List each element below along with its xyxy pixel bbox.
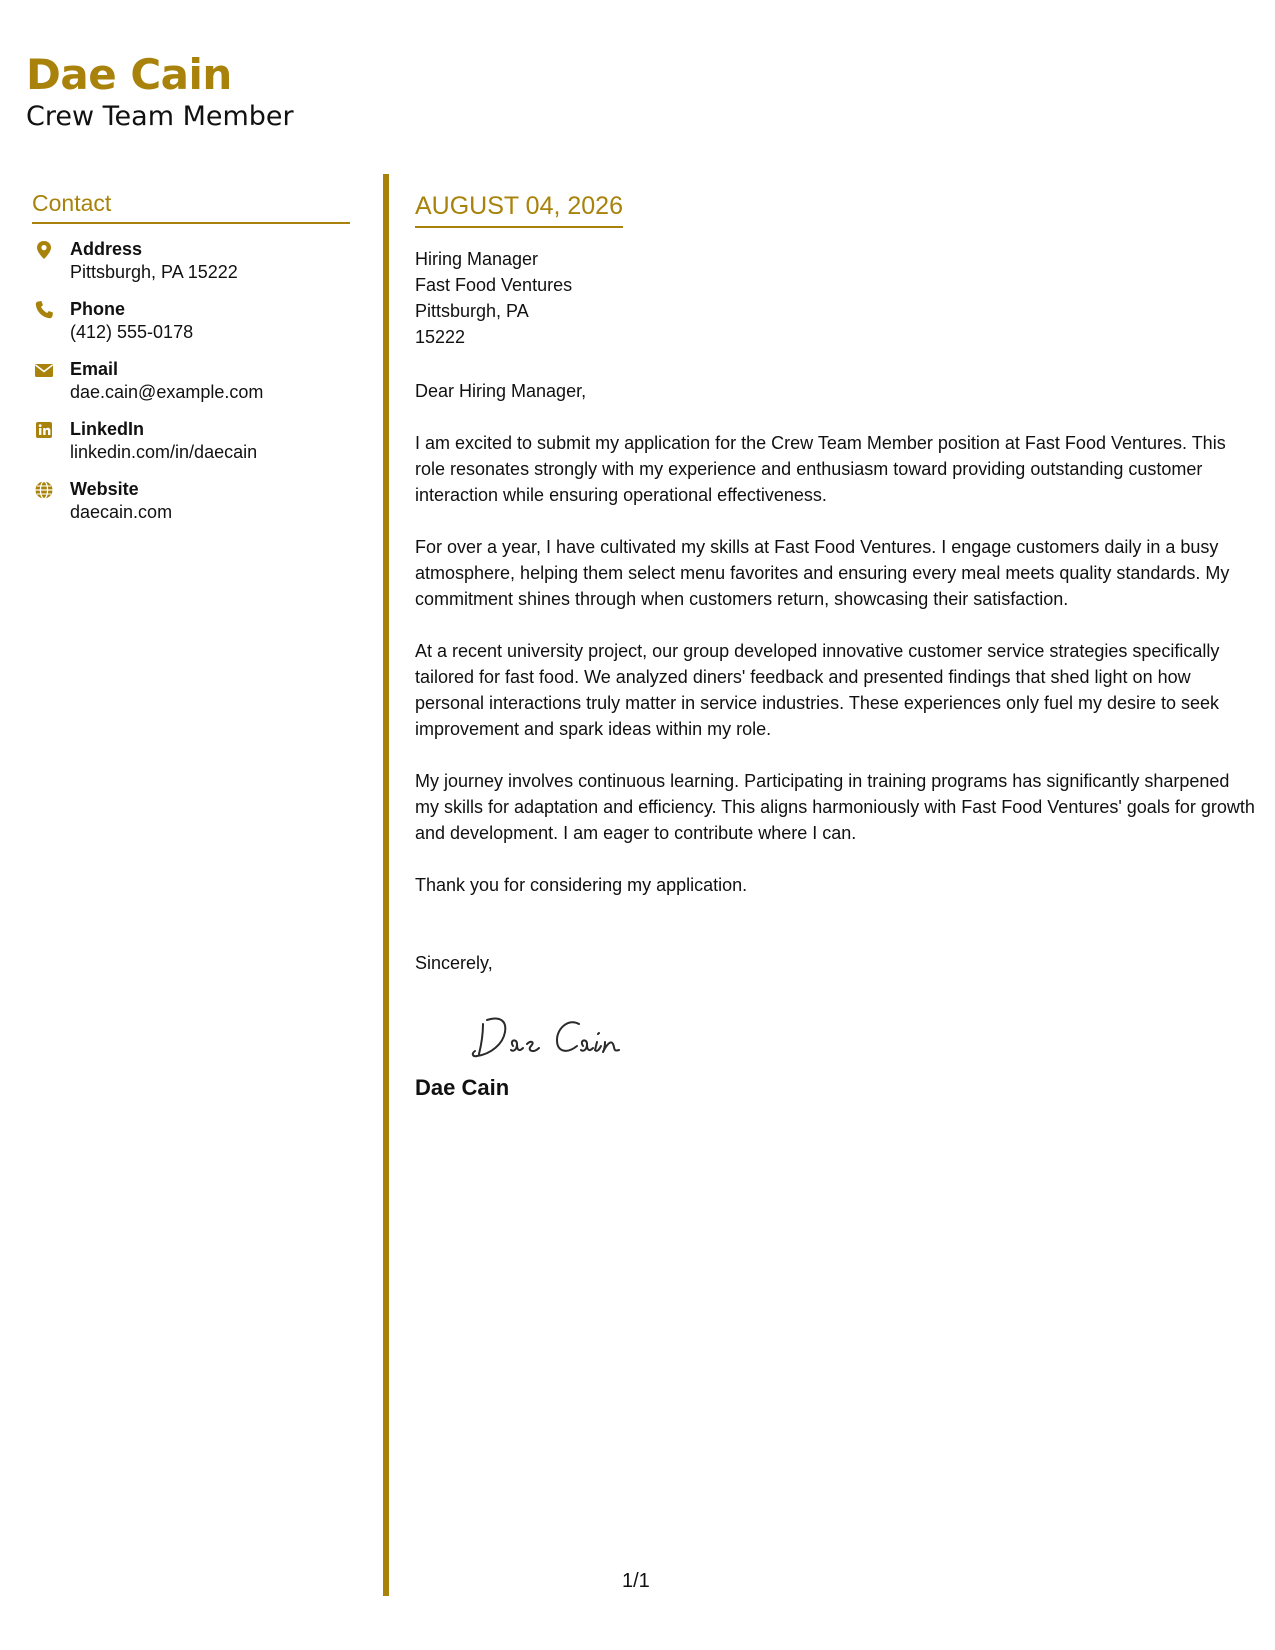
address-value: Pittsburgh, PA 15222	[70, 262, 238, 282]
contact-label: LinkedIn	[70, 419, 145, 439]
website-value: daecain.com	[70, 502, 173, 522]
contact-label: Address	[70, 239, 143, 259]
contact-section-title: Contact	[32, 188, 350, 224]
paragraph-text: I am excited to submit my application for the Crew Team Member position at Fast Food Ventures. This role resonates strongly with my experience and enthusiasm toward providing outstanding customer interaction while ensuring operational effectiveness.	[415, 433, 1226, 505]
paragraph-text: Thank you for considering my application.	[415, 875, 748, 895]
applicant-role: Crew Team Member	[26, 101, 294, 132]
contact-item-email	[32, 358, 350, 404]
linkedin-value: linkedin.com/in/daecain	[70, 442, 258, 462]
page-number: 1/1	[622, 1570, 650, 1592]
paragraph	[415, 430, 1255, 508]
handwritten-signature	[469, 1002, 1255, 1072]
paragraph	[415, 872, 1255, 898]
applicant-name: Dae Cain	[26, 50, 232, 99]
vertical-divider	[383, 174, 389, 1596]
salutation: Dear Hiring Manager,	[415, 381, 587, 401]
globe-icon	[34, 480, 54, 500]
contact-item-address	[32, 238, 350, 284]
paragraph	[415, 534, 1255, 612]
signer-name: Dae Cain	[415, 1075, 510, 1100]
contact-label: Email	[70, 359, 119, 379]
recipient-line: Hiring Manager	[415, 249, 539, 269]
contact-item-website	[32, 478, 350, 524]
closing: Sincerely,	[415, 953, 493, 973]
contact-item-linkedin	[32, 418, 350, 464]
linkedin-icon	[34, 420, 54, 440]
resume-header	[26, 50, 294, 134]
email-value: dae.cain@example.com	[70, 382, 264, 402]
map-pin-icon	[34, 240, 54, 260]
contact-label: Website	[70, 479, 139, 499]
phone-value: (412) 555-0178	[70, 322, 194, 342]
recipient-block	[415, 246, 1255, 350]
phone-icon	[34, 300, 54, 320]
letter-body	[415, 190, 1255, 1102]
paragraph	[415, 768, 1255, 846]
recipient-line: Pittsburgh, PA	[415, 301, 529, 321]
recipient-line: Fast Food Ventures	[415, 275, 573, 295]
letter-date: AUGUST 04, 2026	[415, 190, 623, 228]
contact-item-phone	[32, 298, 350, 344]
envelope-icon	[34, 360, 54, 380]
paragraph-text: For over a year, I have cultivated my skills at Fast Food Ventures. I engage customers daily in a busy atmosphere, helping them select menu favorites and ensuring every meal meets quality standards. My commitment shines through when customers return, showcasing their satisfaction.	[415, 537, 1230, 609]
paragraph-text: My journey involves continuous learning. Participating in training programs has significantly sharpened my skills for adaptation and efficiency. This aligns harmoniously with Fast Food Ventures' goals for growth and development. I am eager to contribute where I can.	[415, 771, 1255, 843]
contact-sidebar	[32, 188, 350, 524]
contact-label: Phone	[70, 299, 126, 319]
paragraph-text: At a recent university project, our group developed innovative customer service strategies specifically tailored for fast food. We analyzed diners' feedback and presented findings that shed light on how personal interactions truly matter in service industries. These experiences only fuel my desire to seek improvement and spark ideas within my role.	[415, 641, 1220, 739]
paragraph	[415, 638, 1255, 742]
recipient-line: 15222	[415, 327, 466, 347]
